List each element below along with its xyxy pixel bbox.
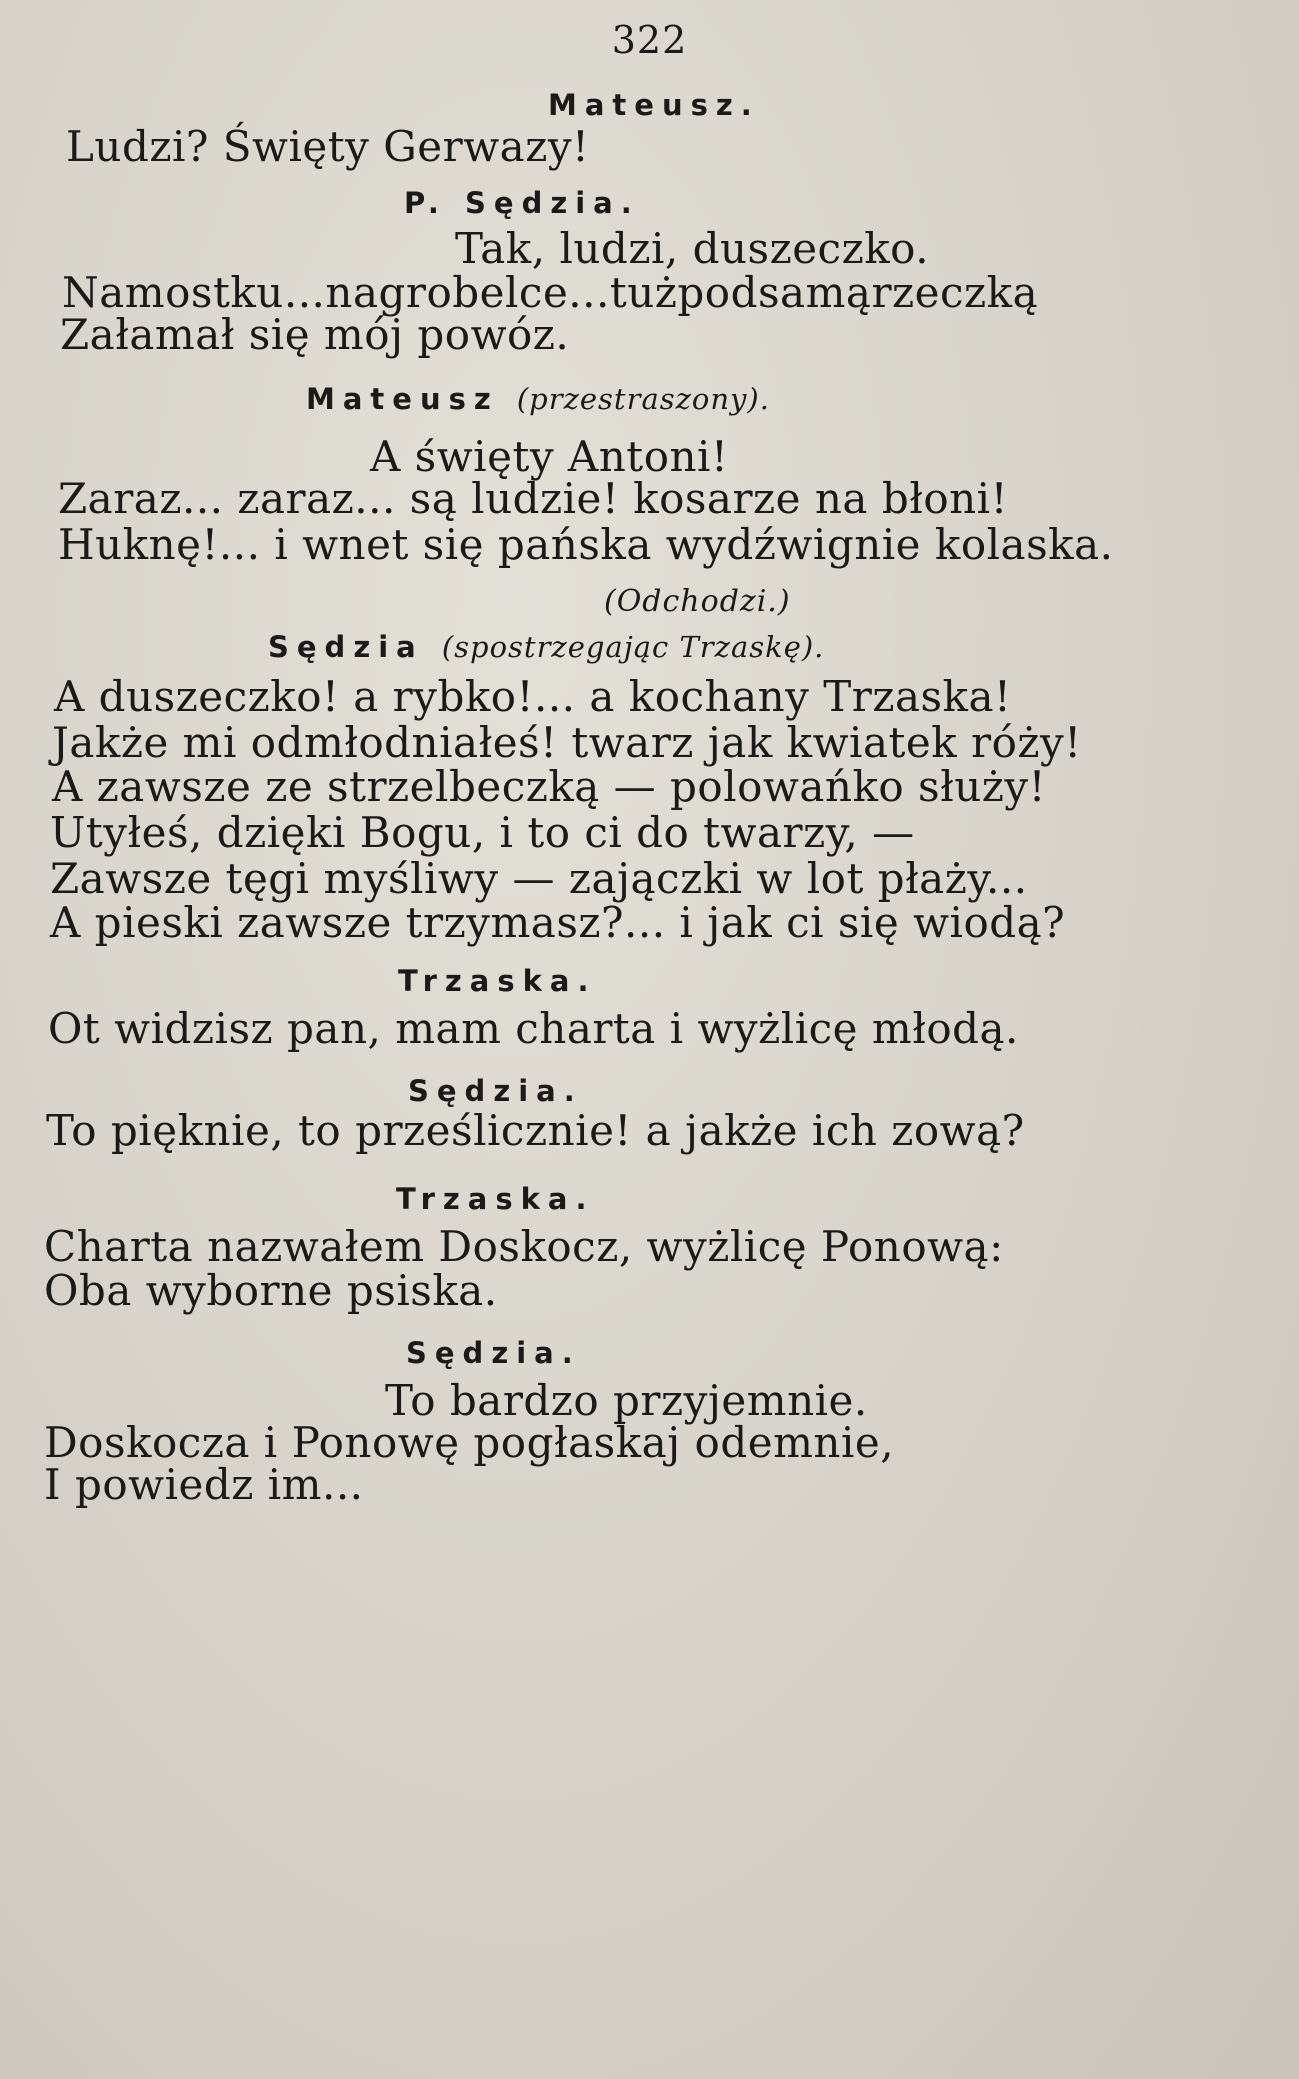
stage-direction: (przestraszony).	[516, 382, 770, 416]
verse-line: A pieski zawsze trzymasz?... i jak ci się wiodą?	[50, 898, 1066, 947]
speaker-mateusz	[548, 88, 760, 122]
verse-line: Ludzi? Święty Gerwazy!	[66, 122, 590, 171]
speaker-mateusz	[306, 382, 770, 416]
speaker-name: Sędzia	[268, 630, 424, 664]
verse-line: Ot widzisz pan, mam charta i wyżlicę młodą.	[48, 1004, 1019, 1053]
speaker-sedzia	[268, 630, 824, 664]
speaker-name: Sędzia.	[406, 1336, 581, 1370]
verse-line: Utyłeś, dzięki Bogu, i to ci do twarzy, —	[50, 808, 915, 857]
verse-line: A zawsze ze strzelbeczką — polowańko służy!	[52, 762, 1047, 811]
verse-line: Charta nazwałem Doskocz, wyżlicę Ponową:	[44, 1222, 1004, 1271]
verse-line: Zaraz... zaraz... są ludzie! kosarze na błoni!	[58, 474, 1008, 523]
speaker-p-sedzia	[404, 186, 640, 220]
speaker-trzaska	[398, 964, 596, 998]
speaker-sedzia	[406, 1336, 581, 1370]
speaker-sedzia	[408, 1074, 583, 1108]
verse-line: I powiedz im...	[44, 1460, 364, 1509]
verse-line: Tak, ludzi, duszeczko.	[455, 224, 930, 273]
verse-line: Załamał się mój powóz.	[60, 310, 570, 359]
verse-line: Oba wyborne psiska.	[44, 1266, 498, 1315]
verse-line: Jakże mi odmłodniałeś! twarz jak kwiatek róży!	[52, 718, 1082, 767]
speaker-name: Sędzia.	[408, 1074, 583, 1108]
verse-line: To bardzo przyjemnie.	[385, 1376, 868, 1425]
verse-line: Zawsze tęgi myśliwy — zajączki w lot płaży...	[50, 854, 1028, 903]
verse-line: Huknę!... i wnet się pańska wydźwignie kolaska.	[58, 520, 1114, 569]
stage-direction-exit: (Odchodzi.)	[604, 584, 791, 619]
speaker-name: P. Sędzia.	[404, 186, 640, 220]
stage-direction: (spostrzegając Trzaskę).	[441, 630, 825, 664]
verse-line: A duszeczko! a rybko!... a kochany Trzaska!	[54, 672, 1012, 721]
page-number: 322	[611, 18, 688, 62]
verse-line: Doskocza i Ponowę pogłaskaj odemnie,	[44, 1418, 895, 1467]
speaker-name: Mateusz.	[548, 88, 760, 122]
speaker-name: Trzaska.	[396, 1182, 595, 1216]
speaker-name: Trzaska.	[398, 964, 597, 998]
speaker-name: Mateusz	[306, 382, 499, 416]
verse-line: To pięknie, to prześlicznie! a jakże ich zową?	[46, 1106, 1025, 1155]
speaker-trzaska	[396, 1182, 594, 1216]
verse-line: A święty Antoni!	[370, 432, 729, 481]
verse-line: Na mostku... na grobelce... tuż pod samą rzeczką	[62, 268, 1039, 317]
